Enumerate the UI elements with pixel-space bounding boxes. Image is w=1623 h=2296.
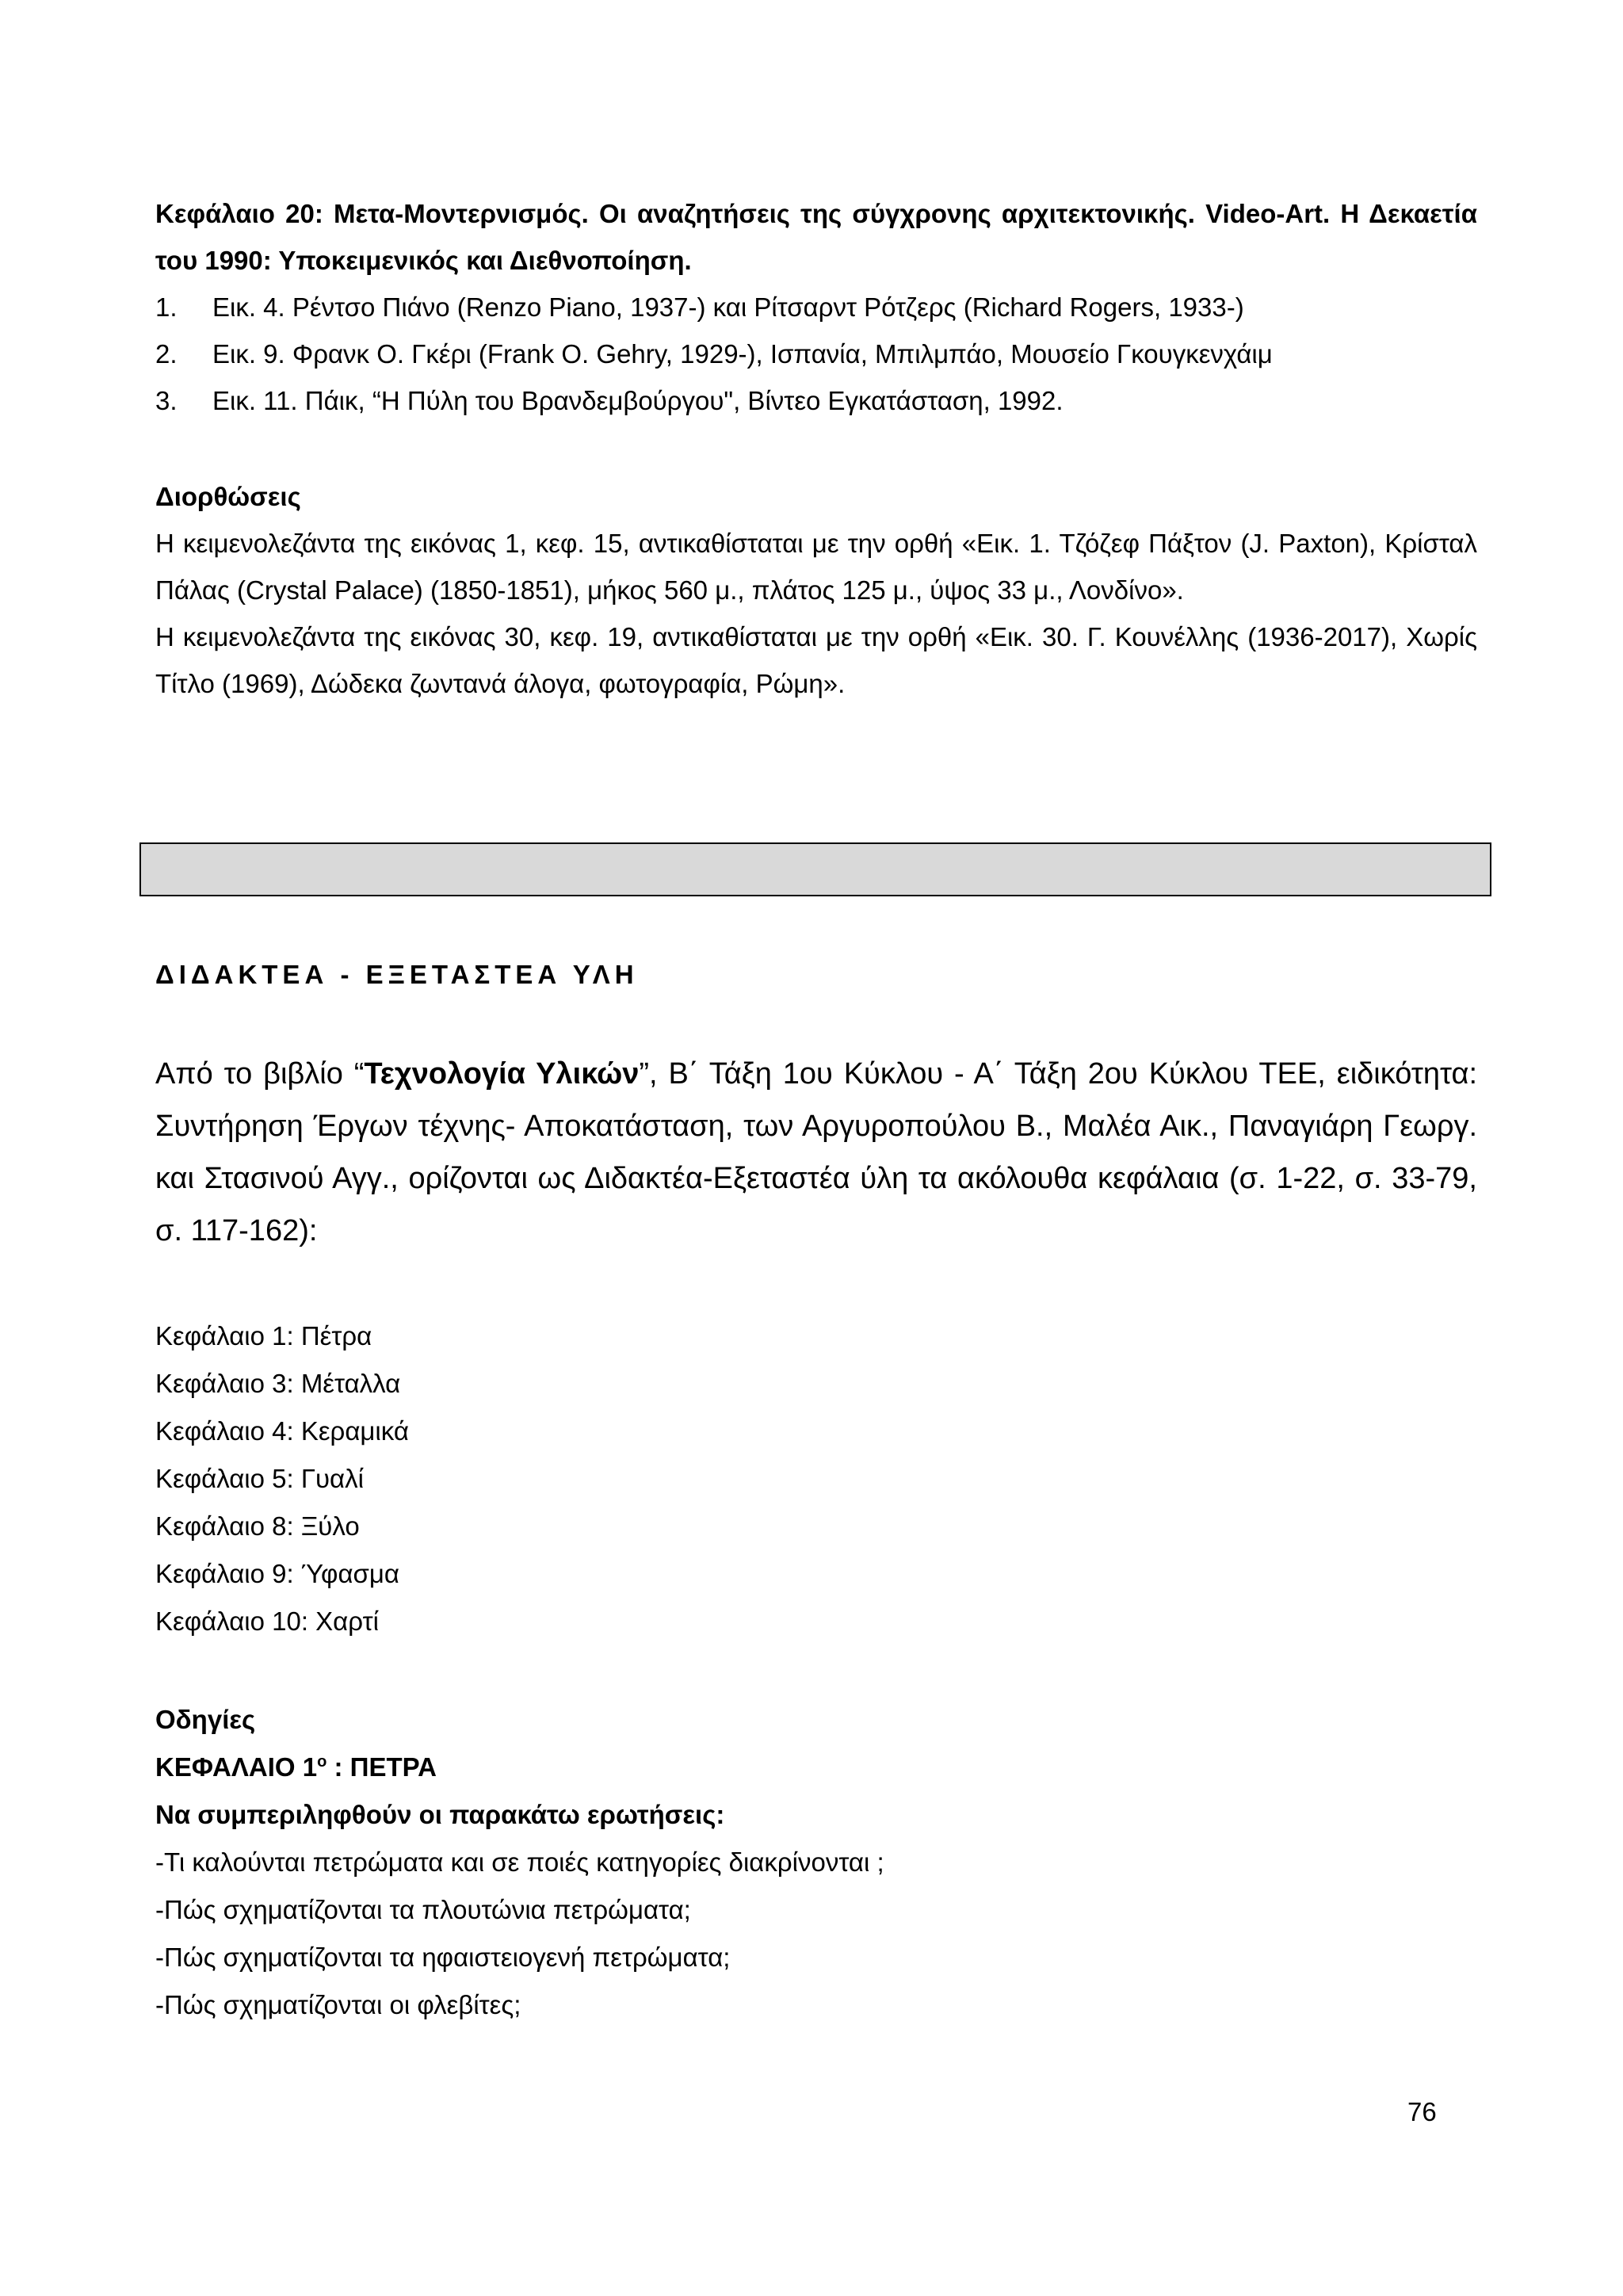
corrections-title: Διορθώσεις: [155, 482, 301, 511]
figure-number: 3.: [155, 386, 178, 415]
page-number: 76: [1407, 2097, 1437, 2126]
instructions-block: [155, 1696, 1477, 2029]
section-title: ΔΙΔΑΚΤΕΑ - ΕΞΕΤΑΣΤΕΑ ΥΛΗ: [155, 960, 639, 989]
correction-paragraph: Η κειμενολεζάντα της εικόνας 30, κεφ. 19, αντικαθίσταται με την ορθή «Εικ. 30. Γ. Κουνέλλης (1936-2017), Χωρίς Τίτλο (1969), Δώδεκα ζωντανά άλογα, φωτογραφία, Ρώμη».: [155, 622, 1477, 698]
figure-list-item: [155, 284, 1477, 330]
figure-number: 1.: [155, 292, 178, 322]
chapter-list-item: Κεφάλαιο 3: Μέταλλα: [155, 1369, 401, 1398]
instructions-title: Οδηγίες: [155, 1705, 256, 1734]
chapter-list-item: Κεφάλαιο 1: Πέτρα: [155, 1321, 372, 1350]
chapter-list-item: Κεφάλαιο 8: Ξύλο: [155, 1511, 360, 1541]
questions-label: Να συμπεριληφθούν οι παρακάτω ερωτήσεις:: [155, 1800, 725, 1829]
figure-caption: Εικ. 4. Ρέντσο Πιάνο (Renzo Piano, 1937-) και Ρίτσαρντ Ρότζερς (Richard Rogers, 1933-): [212, 292, 1244, 322]
chapter-list-item: Κεφάλαιο 10: Χαρτί: [155, 1606, 379, 1636]
question-item: -Πώς σχηματίζονται τα ηφαιστειογενή πετρώματα;: [155, 1943, 731, 1972]
figure-list-item: [155, 377, 1477, 424]
spacer: [155, 424, 1477, 473]
question-item: -Τι καλούνται πετρώματα και σε ποιές κατηγορίες διακρίνονται ;: [155, 1847, 884, 1877]
correction-paragraph: Η κειμενολεζάντα της εικόνας 1, κεφ. 15, αντικαθίσταται με την ορθή «Εικ. 1. Τζόζεφ Πάξτον (J. Paxton), Κρίσταλ Πάλας (Crystal Palace) (1850-1851), μήκος 560 μ., πλάτος 125 μ., ύψος 33 μ., Λονδίνο».: [155, 529, 1477, 605]
chapter20-heading: Κεφάλαιο 20: Μετα-Μοντερνισμός. Οι αναζητήσεις της σύγχρονης αρχιτεκτονικής. Video-Art. Η Δεκαετία του 1990: Υποκειμενικός και Διεθνοποίηση.: [155, 199, 1477, 275]
chapter20-figure-list: [155, 284, 1477, 424]
intro-text-after: ”, Β΄ Τάξη 1ου Κύκλου - Α΄ Τάξη 2ου Κύκλου ΤΕΕ, ειδικότητα: Συντήρηση Έργων τέχνης- Αποκατάσταση, των Αργυροπούλου Β., Μαλέα Αικ., Παναγιάρη Γεωργ. και Στασινού Αγγ., ορίζονται ως Διδακτέα-Εξεταστέα ύλη τα ακόλουθα κεφάλαια (σ. 1-22, σ. 33-79, σ. 117-162):: [155, 1057, 1478, 1247]
chapter-list-item: Κεφάλαιο 4: Κεραμικά: [155, 1416, 409, 1446]
chapter-list: [155, 1312, 1477, 1645]
book-title: Τεχνολογία Υλικών: [364, 1057, 640, 1091]
figure-caption: Εικ. 9. Φρανκ Ο. Γκέρι (Frank O. Gehry, 1929-), Ισπανία, Μπιλμπάο, Μουσείο Γκουγκενχάιμ: [212, 339, 1273, 369]
question-item: -Πώς σχηματίζονται τα πλουτώνια πετρώματα;: [155, 1895, 691, 1924]
instructions-chapter-heading: [155, 1744, 1477, 1791]
chapter-suffix: : ΠΕΤΡΑ: [327, 1752, 437, 1782]
chapter-list-item: Κεφάλαιο 5: Γυαλί: [155, 1464, 364, 1493]
chapter-prefix: ΚΕΦΑΛΑΙΟ 1: [155, 1752, 318, 1782]
figure-number: 2.: [155, 339, 178, 369]
section-divider-bar: [139, 842, 1491, 896]
figure-list-item: [155, 330, 1477, 377]
chapter20-block: [155, 190, 1477, 707]
figure-caption: Εικ. 11. Πάικ, “Η Πύλη του Βρανδεμβούργου", Βίντεο Εγκατάσταση, 1992.: [212, 386, 1064, 415]
chapter-ordinal: ο: [317, 1753, 327, 1771]
intro-paragraph: [155, 1048, 1477, 1257]
question-item: -Πώς σχηματίζονται οι φλεβίτες;: [155, 1990, 521, 2019]
chapter-list-item: Κεφάλαιο 9: Ύφασμα: [155, 1559, 399, 1588]
intro-text-before: Από το βιβλίο “: [155, 1057, 365, 1091]
